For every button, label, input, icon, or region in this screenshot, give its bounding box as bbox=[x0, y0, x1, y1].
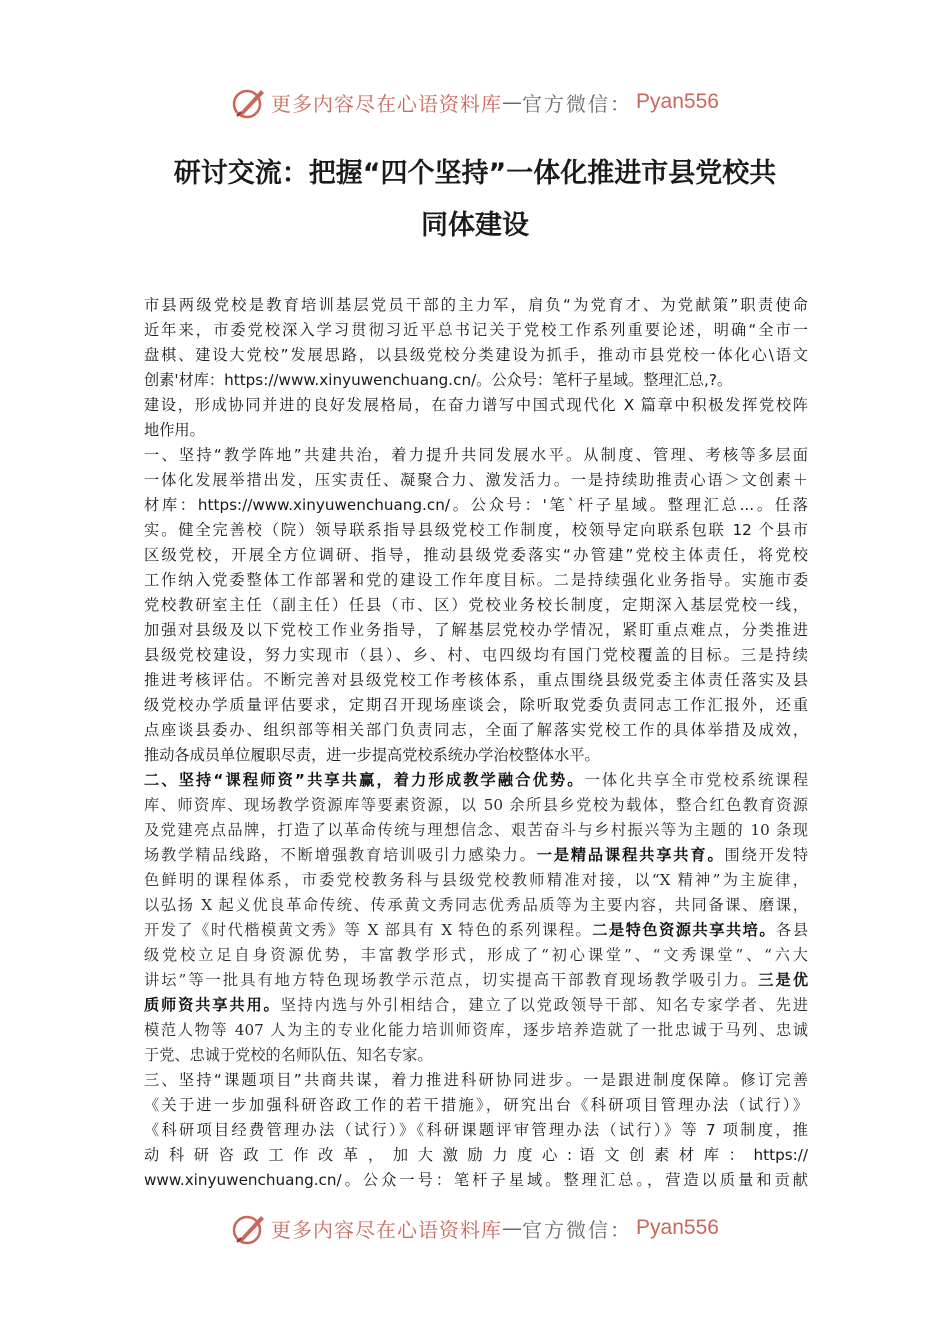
body-line: 地作用。 bbox=[144, 421, 205, 439]
body-line: 模范人物等 407 人为主的专业化能力培训师资库，逐步培养造就了一批忠诚于马列、忠诚 bbox=[144, 1021, 808, 1039]
body-line: 点座谈县委办、组织部等相关部门负责同志，全面了解落实党校工作的具体举措及成效， bbox=[144, 721, 808, 739]
title-line-1: 研讨交流：把握“四个坚持”一体化推进市县党校共 bbox=[173, 158, 777, 189]
body-line: 党校教研室主任（副主任）任县（市、区）党校业务校长制度，定期深入基层党校一线， bbox=[144, 596, 808, 614]
body-line: 县级党校建设，努力实现市（县）、乡、村、屯四级均有国门党校覆盖的目标。三是持续 bbox=[144, 646, 808, 664]
body-text: 一体化共享全市党校系统课程 bbox=[584, 771, 809, 789]
body-text: 讲坛”等一批具有地方特色现场教学示范点，切实提高干部教育现场教学吸引力。 bbox=[144, 971, 759, 989]
bold-point: 质师资共享共用。 bbox=[144, 996, 281, 1014]
body-line: www.xinyuwenchuang.cn/。公众一号：笔杆子星域。整理汇总。，营造以质量和贡献 bbox=[144, 1171, 808, 1189]
body-line bbox=[144, 918, 808, 943]
banner-separator: — bbox=[502, 1216, 523, 1240]
body-line: 一、坚持“教学阵地”共建共治，着力提升共同发展水平。从制度、管理、考核等多层面 bbox=[144, 446, 808, 464]
banner-text: 更多内容尽在心语资料库 bbox=[271, 91, 503, 116]
body-line bbox=[144, 843, 808, 868]
body-line: 《科研项目经费管理办法（试行）》《科研课题评审管理办法（试行）》等 7 项制度，推 bbox=[144, 1121, 808, 1139]
section-heading-2: 二、坚持“课程师资”共享共赢，着力形成教学融合优势。 bbox=[144, 771, 585, 789]
body-text: 场教学精品线路，不断增强教育培训吸引力感染力。 bbox=[144, 846, 537, 864]
bold-point: 一是精品课程共享共育。 bbox=[536, 846, 725, 864]
body-line: 以弘扬 X 起义优良革命传统、传承黄文秀同志优秀品质等为主要内容，共同备课、磨课， bbox=[144, 896, 808, 914]
watermark-banner-bottom bbox=[0, 1208, 950, 1248]
body-line: 动 科 研 咨 政 工 作 改 革 ， 加 大 激 励 力 度 心 : 语 文 创 素 材 库 ： https:// bbox=[144, 1146, 808, 1164]
banner-separator: — bbox=[502, 90, 523, 114]
body-line: 加强对县级及以下党校工作业务指导，了解基层党校办学情况，紧盯重点难点，分类推进 bbox=[144, 621, 808, 639]
banner-text: 更多内容尽在心语资料库 bbox=[271, 1217, 503, 1242]
body-line: 及党建亮点品牌，打造了以革命传统与理想信念、艰苦奋斗与乡村振兴等为主题的 10 条现 bbox=[144, 821, 808, 839]
body-text: 开发了《时代楷模黄文秀》等 X 部具有 X 特色的系列课程。 bbox=[144, 921, 593, 939]
body-text: 坚持内选与外引相结合，建立了以党政领导干部、知名专家学者、先进 bbox=[280, 996, 809, 1014]
banner-wechat-label: 官方微信： bbox=[522, 91, 633, 116]
body-line: 近年来，市委党校深入学习贯彻习近平总书记关于党校工作系列重要论述，明确“全市一 bbox=[144, 321, 808, 339]
body-line: 推进考核评估。不断完善对县级党校工作考核体系，重点围绕县级党委主体责任落实及县 bbox=[144, 671, 808, 689]
body-text: 各县 bbox=[776, 921, 809, 939]
watermark-banner-top bbox=[0, 82, 950, 122]
body-line: 区级党校，开展全方位调研、指导，推动县级党委落实“办管建”党校主体责任，将党校 bbox=[144, 546, 808, 564]
body-line: 建设，形成协同并进的良好发展格局，在奋力谱写中国式现代化 X 篇章中积极发挥党校阵 bbox=[144, 396, 808, 414]
body-line: 创素'材库：https://www.xinyuwenchuang.cn/。公众号：笔杆子星域。整理汇总,?。 bbox=[144, 371, 733, 389]
body-text: 围绕开发特 bbox=[724, 846, 809, 864]
body-line: 实。健全完善校（院）领导联系指导县级党校工作制度，校领导定向联系包联 12 个县市 bbox=[144, 521, 808, 539]
banner-wechat-label: 官方微信： bbox=[522, 1217, 633, 1242]
body-line: 级党校办学质量评估要求，定期召开现场座谈会，除听取党委负责同志工作汇报外，还重 bbox=[144, 696, 808, 714]
body-line: 三、坚持“课题项目”共商共谋，着力推进科研协同进步。一是跟进制度保障。修订完善 bbox=[144, 1071, 808, 1089]
body-line bbox=[144, 993, 808, 1018]
body-line: 盘棋、建设大党校”发展思路，以县级党校分类建设为抓手，推动市县党校一体化心\语文 bbox=[144, 346, 808, 364]
document-body bbox=[144, 293, 808, 1193]
body-line: 库、师资库、现场教学资源库等要素资源，以 50 余所县乡党校为载体，整合红色教育资源 bbox=[144, 796, 808, 814]
bold-point: 二是特色资源共享共培。 bbox=[592, 921, 777, 939]
title-line-2: 同体建设 bbox=[421, 210, 529, 241]
body-line: 工作纳入党委整体工作部署和党的建设工作年度目标。二是持续强化业务指导。实施市委 bbox=[144, 571, 808, 589]
banner-wechat-id: Pyan556 bbox=[636, 1216, 719, 1239]
body-line: 《关于进一步加强科研咨政工作的若干措施》，研究出台《科研项目管理办法（试行）》 bbox=[144, 1096, 808, 1114]
body-line bbox=[144, 768, 808, 793]
body-line bbox=[144, 968, 808, 993]
body-line: 于党、忠诚于党校的名师队伍、知名专家。 bbox=[144, 1046, 433, 1064]
body-line: 色鲜明的课程体系，市委党校教务科与县级党校教师精准对接，以“X 精神”为主旋律， bbox=[144, 871, 808, 889]
body-line: 材库：https://www.xinyuwenchuang.cn/。公众号：'笔`杆子星域。整理汇总...。任落 bbox=[144, 496, 808, 514]
body-line: 级党校立足自身资源优势，丰富教学形式，形成了“初心课堂”、“文秀课堂”、“六大 bbox=[144, 946, 808, 964]
banner-wechat-id: Pyan556 bbox=[636, 90, 719, 113]
quill-logo-icon bbox=[231, 1210, 267, 1246]
body-line: 市县两级党校是教育培训基层党员干部的主力军，肩负“为党育才、为党献策”职责使命 bbox=[144, 296, 808, 314]
quill-logo-icon bbox=[231, 84, 267, 120]
body-line: 一体化发展举措出发，压实责任、凝聚合力、激发活力。一是持续助推责心语＞文创素＋ bbox=[144, 471, 808, 489]
body-line: 推动各成员单位履职尽责，进一步提高党校系统办学治校整体水平。 bbox=[144, 746, 600, 764]
document-title bbox=[140, 148, 810, 252]
bold-point: 三是优 bbox=[758, 971, 809, 989]
